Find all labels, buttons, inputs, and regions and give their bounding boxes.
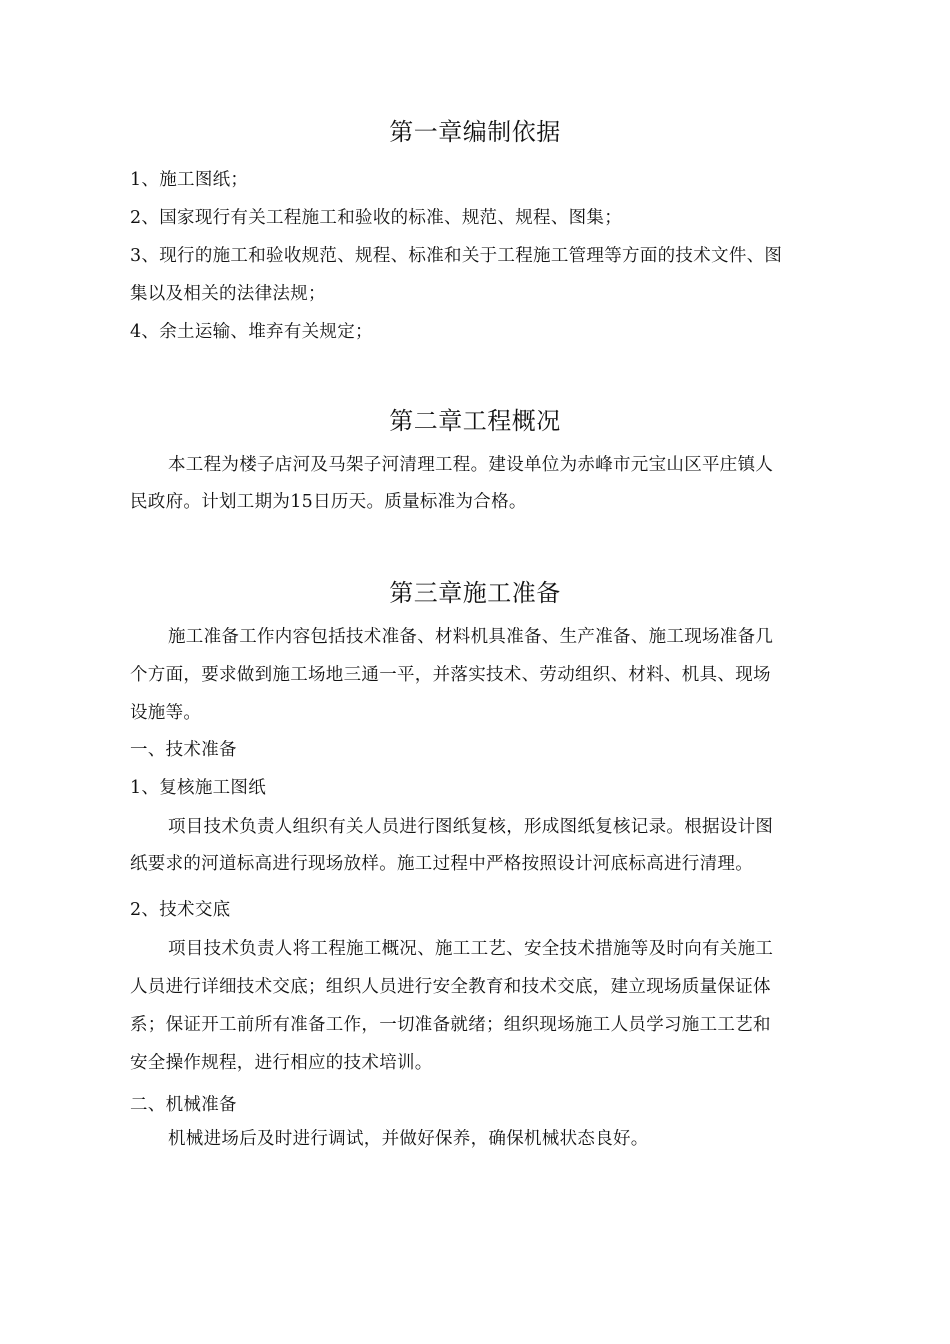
chapter-3-title: 第三章施工准备 xyxy=(389,579,561,607)
basis-item-2: 2、国家现行有关工程施工和验收的标准、规范、规程、图集； xyxy=(130,208,623,228)
basis-item-3-line-1: 3、现行的施工和验收规范、规程、标准和关于工程施工管理等方面的技术文件、图 xyxy=(130,246,783,266)
technical-briefing-line-4: 安全操作规程，进行相应的技术培训。 xyxy=(130,1053,433,1073)
prep-intro-line-1: 施工准备工作内容包括技术准备、材料机具准备、生产准备、施工现场准备几 xyxy=(168,627,774,647)
chapter-1-title: 第一章编制依据 xyxy=(389,118,561,146)
section-machinery-prep-heading: 二、机械准备 xyxy=(130,1095,237,1115)
drawing-review-line-2: 纸要求的河道标高进行现场放样。施工过程中严格按照设计河底标高进行清理。 xyxy=(130,854,753,874)
basis-item-1: 1、施工图纸； xyxy=(130,170,249,190)
basis-item-3-line-2: 集以及相关的法律法规； xyxy=(130,284,326,304)
drawing-review-line-1: 项目技术负责人组织有关人员进行图纸复核，形成图纸复核记录。根据设计图 xyxy=(168,817,774,837)
technical-briefing-line-2: 人员进行详细技术交底；组织人员进行安全教育和技术交底，建立现场质量保证体 xyxy=(130,977,771,997)
prep-intro-line-2: 个方面，要求做到施工场地三通一平，并落实技术、劳动组织、材料、机具、现场 xyxy=(130,665,771,685)
basis-item-4: 4、余土运输、堆弃有关规定； xyxy=(130,322,373,342)
prep-intro-line-3: 设施等。 xyxy=(130,703,202,723)
overview-line-2: 民政府。计划工期为15日历天。质量标准为合格。 xyxy=(130,492,527,512)
subsection-technical-briefing-heading: 2、技术交底 xyxy=(130,900,231,920)
technical-briefing-line-3: 系；保证开工前所有准备工作，一切准备就绪；组织现场施工人员学习施工工艺和 xyxy=(130,1015,771,1035)
chapter-2-title: 第二章工程概况 xyxy=(389,407,561,435)
machinery-prep-line-1: 机械进场后及时进行调试，并做好保养，确保机械状态良好。 xyxy=(168,1129,649,1149)
section-technical-prep-heading: 一、技术准备 xyxy=(130,740,237,760)
technical-briefing-line-1: 项目技术负责人将工程施工概况、施工工艺、安全技术措施等及时向有关施工 xyxy=(168,939,774,959)
subsection-drawing-review-heading: 1、复核施工图纸 xyxy=(130,778,267,798)
overview-line-1: 本工程为楼子店河及马架子河清理工程。建设单位为赤峰市元宝山区平庄镇人 xyxy=(168,455,774,475)
